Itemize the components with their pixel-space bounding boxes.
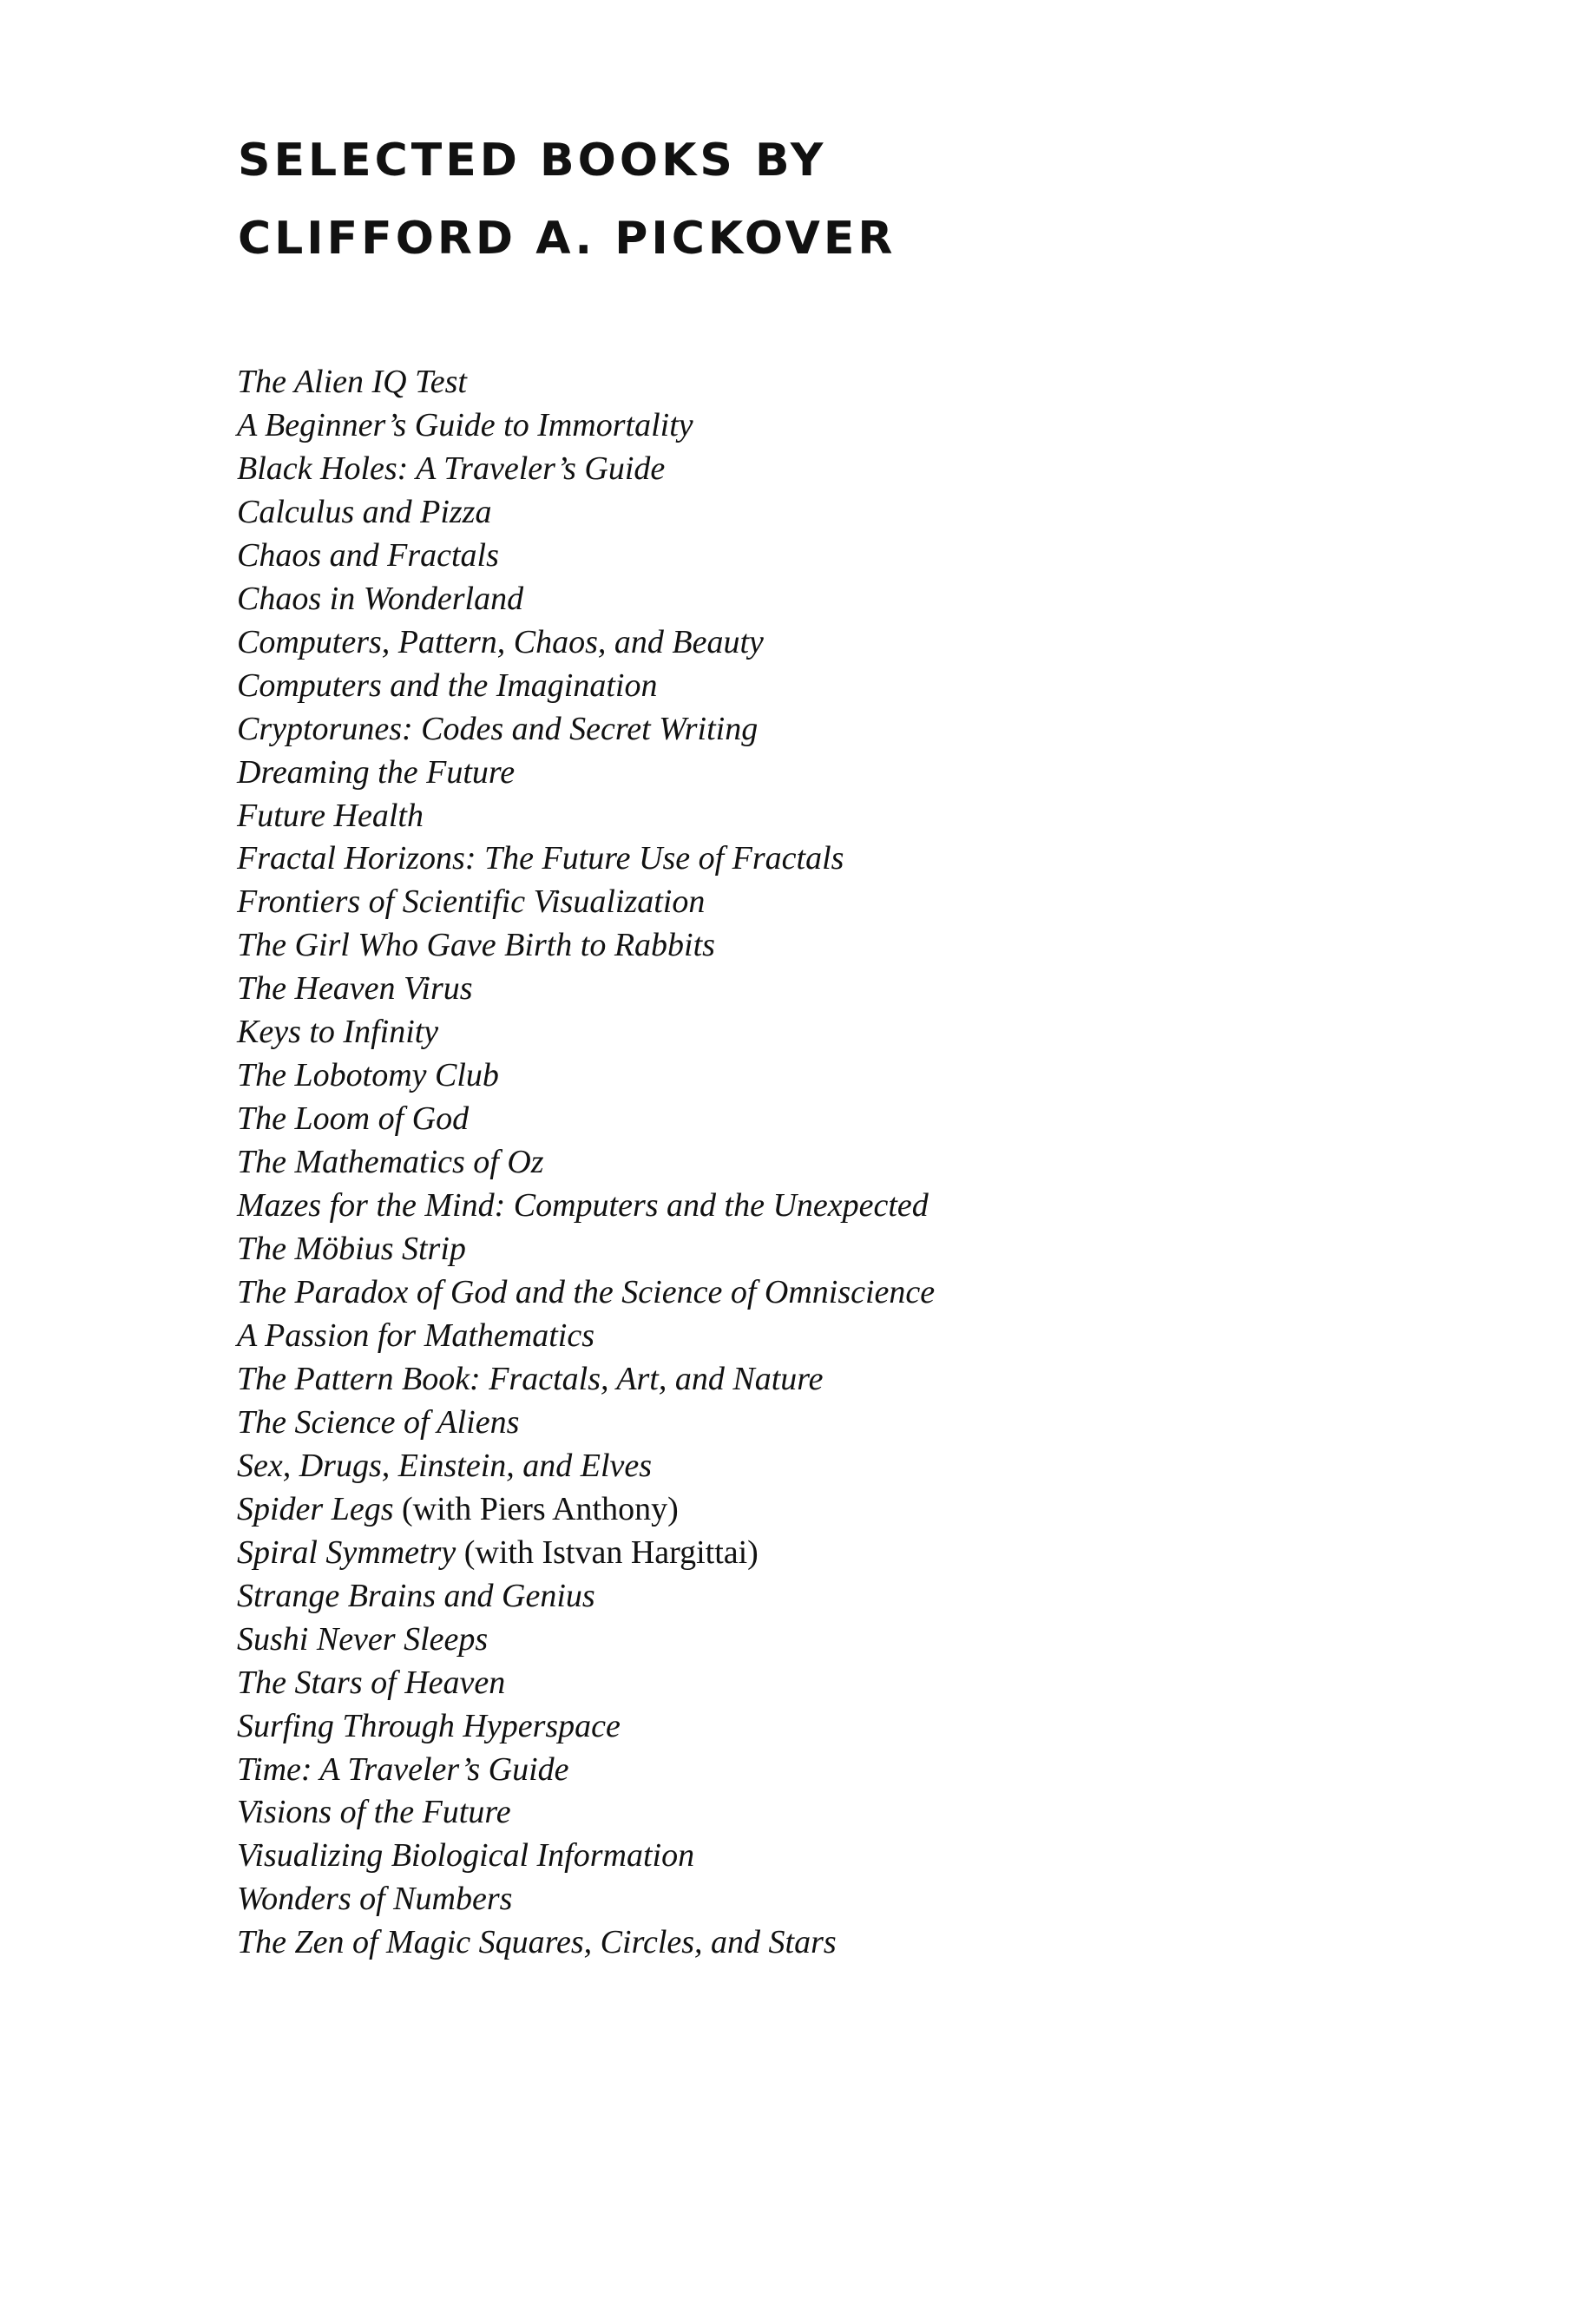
book-list-item [237, 1791, 935, 1835]
book-title: Chaos in Wonderland [237, 580, 524, 617]
book-title: A Passion for Mathematics [237, 1317, 595, 1354]
book-list-item [237, 535, 935, 578]
book-list-item [237, 1185, 935, 1228]
book-title: Surfing Through Hyperspace [237, 1707, 621, 1744]
book-title: The Stars of Heaven [237, 1664, 506, 1701]
book-list-item [237, 491, 935, 535]
book-title: Computers, Pattern, Chaos, and Beauty [237, 623, 764, 660]
book-list-item [237, 968, 935, 1011]
book-title: Dreaming the Future [237, 753, 516, 791]
book-coauthor-note: (with Piers Anthony) [393, 1490, 679, 1527]
book-title: Frontiers of Scientific Visualization [237, 883, 706, 921]
book-list-item [237, 1488, 935, 1532]
book-list-item [237, 665, 935, 708]
book-list-item [237, 578, 935, 621]
book-list-item [237, 795, 935, 838]
book-list-item [237, 837, 935, 881]
book-list [237, 361, 935, 1965]
book-title: Visualizing Biological Information [237, 1837, 695, 1875]
book-title: Sushi Never Sleeps [237, 1620, 489, 1658]
book-title: Calculus and Pizza [237, 493, 492, 530]
book-title: Strange Brains and Genius [237, 1577, 595, 1614]
book-title: Fractal Horizons: The Future Use of Fractals [237, 840, 844, 877]
book-list-item [237, 404, 935, 448]
book-list-item [237, 708, 935, 752]
page-heading [238, 121, 896, 278]
book-list-item [237, 1098, 935, 1141]
book-coauthor-note: (with Istvan Hargittai) [456, 1533, 759, 1571]
book-list-item [237, 1749, 935, 1792]
book-title: Black Holes: A Traveler’s Guide [237, 450, 666, 487]
book-list-item [237, 361, 935, 404]
book-title: The Zen of Magic Squares, Circles, and Stars [237, 1924, 837, 1961]
book-list-item [237, 1835, 935, 1878]
book-title: Keys to Infinity [237, 1014, 439, 1051]
book-list-item [237, 752, 935, 795]
book-list-item [237, 1619, 935, 1662]
book-title: Wonders of Numbers [237, 1881, 513, 1918]
book-list-item [237, 881, 935, 924]
book-title: Cryptorunes: Codes and Secret Writing [237, 710, 759, 747]
book-list-item [237, 1402, 935, 1445]
book-title: Spider Legs [237, 1490, 394, 1527]
book-list-item [237, 1878, 935, 1921]
book-list-item [237, 1358, 935, 1402]
book-list-item [237, 1271, 935, 1315]
book-title: The Heaven Virus [237, 970, 473, 1008]
book-list-item [237, 924, 935, 968]
heading-line-2: CLIFFORD A. PICKOVER [238, 213, 897, 265]
book-title: The Paradox of God and the Science of Omniscience [237, 1274, 936, 1311]
book-list-item [237, 1532, 935, 1575]
book-title: Visions of the Future [237, 1794, 511, 1831]
book-title: The Möbius Strip [237, 1231, 466, 1268]
book-title: The Loom of God [237, 1100, 470, 1138]
book-list-item [237, 1228, 935, 1271]
book-title: The Mathematics of Oz [237, 1144, 544, 1181]
heading-line-1: SELECTED BOOKS BY [238, 135, 827, 187]
book-title: Spiral Symmetry [237, 1533, 456, 1571]
book-list-item [237, 1054, 935, 1098]
book-list-item [237, 1141, 935, 1185]
book-title: The Alien IQ Test [237, 364, 467, 400]
book-title: Time: A Traveler’s Guide [237, 1750, 569, 1788]
book-title: The Pattern Book: Fractals, Art, and Nature [237, 1360, 824, 1397]
book-list-item [237, 1921, 935, 1965]
book-list-item [237, 448, 935, 491]
book-list-item [237, 621, 935, 665]
book-list-item [237, 1575, 935, 1619]
book-title: Mazes for the Mind: Computers and the Unexpected [237, 1187, 929, 1225]
book-title: The Girl Who Gave Birth to Rabbits [237, 927, 715, 964]
book-list-item [237, 1662, 935, 1705]
book-list-item [237, 1445, 935, 1488]
book-list-item [237, 1315, 935, 1358]
book-title: The Lobotomy Club [237, 1057, 499, 1094]
book-title: Sex, Drugs, Einstein, and Elves [237, 1447, 653, 1484]
book-list-item [237, 1011, 935, 1054]
book-title: Chaos and Fractals [237, 536, 499, 574]
book-title: Computers and the Imagination [237, 667, 658, 704]
book-list-item [237, 1705, 935, 1749]
book-title: The Science of Aliens [237, 1403, 520, 1441]
book-title: Future Health [237, 797, 424, 834]
book-title: A Beginner’s Guide to Immortality [237, 406, 693, 443]
